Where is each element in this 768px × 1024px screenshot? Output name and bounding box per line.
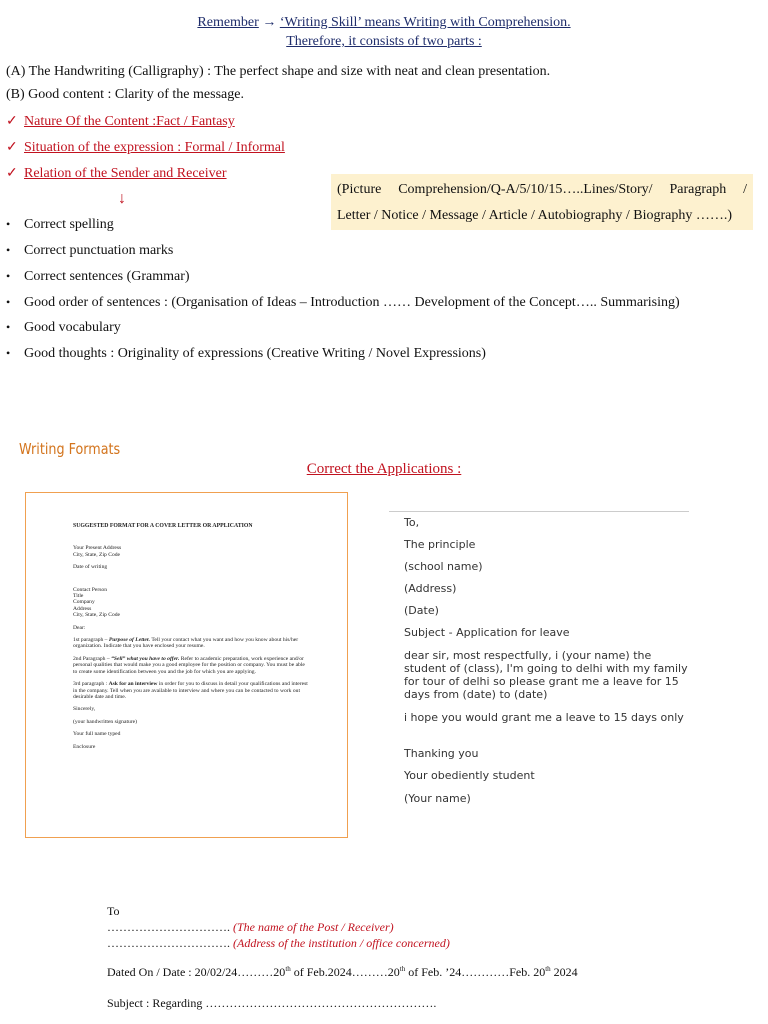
app-line: Thanking you — [404, 747, 479, 760]
contact-line: Contact Person — [73, 586, 108, 593]
para-lead: 1st paragraph – — [73, 637, 109, 644]
dated-text: 2024 — [550, 965, 578, 979]
closing: Sincerely, — [73, 706, 96, 713]
contact-line: Title — [73, 593, 84, 600]
institution-hint: (Address of the institution / office concerned) — [233, 936, 450, 950]
contact-line: Company — [73, 599, 95, 606]
writing-skill-definition: ‘Writing Skill’ means Writing with Comprehension. — [279, 15, 571, 30]
down-arrow-icon: ↓ — [118, 190, 126, 207]
app-line: (Address) — [404, 582, 457, 595]
app-line: (Your name) — [404, 792, 471, 805]
list-item-label: Correct sentences (Grammar) — [24, 269, 190, 284]
paragraph-1 — [73, 637, 308, 650]
leave-application-sample — [389, 511, 689, 805]
para-emphasis: Ask for an interview — [108, 681, 158, 688]
bullet-icon: • — [6, 217, 11, 231]
institution-line — [107, 936, 450, 951]
paragraph-2 — [73, 656, 308, 675]
cover-letter-format — [25, 492, 348, 838]
check-mark-icon: ✓ — [6, 166, 18, 181]
header-line-1 — [0, 14, 768, 31]
list-item-label: Correct spelling — [24, 217, 114, 232]
address-line: City, State, Zip Code — [73, 551, 121, 558]
date-of-writing: Date of writing — [73, 564, 108, 571]
comprehension-note — [331, 174, 753, 230]
check-item-label: Situation of the expression : Formal / Informal — [24, 140, 285, 155]
part-b: (B) Good content : Clarity of the message. — [6, 87, 244, 102]
list-item — [6, 295, 680, 311]
para-emphasis: Purpose of Letter. — [108, 637, 151, 644]
app-line: (Date) — [404, 604, 439, 617]
enclosure: Enclosure — [73, 743, 96, 750]
signature: (your handwritten signature) — [73, 718, 137, 725]
bullet-icon: • — [6, 346, 11, 360]
list-item — [6, 346, 486, 362]
list-item-label: Good thoughts : Originality of expressions (Creative Writing / Novel Expressions) — [24, 346, 486, 361]
ordinal: th — [545, 965, 551, 973]
list-item — [6, 320, 121, 336]
note-line-2: Letter / Notice / Message / Article / Autobiography / Biography …….) — [337, 208, 733, 223]
bullet-icon: • — [6, 243, 11, 257]
app-line: The principle — [404, 538, 476, 551]
salutation: Dear: — [73, 624, 86, 631]
writing-formats-heading: Writing Formats — [19, 440, 121, 458]
header-line-2: Therefore, it consists of two parts : — [286, 34, 482, 49]
para-lead: 2nd Paragraph – — [73, 655, 112, 662]
para-lead: 3rd paragraph : — [73, 681, 109, 688]
list-item — [6, 269, 190, 285]
contact-line: Address — [73, 605, 92, 612]
paragraph-3 — [73, 681, 308, 700]
app-line: To, — [404, 516, 420, 529]
address-line: Your Present Address — [73, 545, 122, 552]
app-body: dear sir, most respectfully, i (your name) the student of (class), I'm going to delhi with my family for tour of delhi so please grant me a leave for 15 days from (date) to (date) — [404, 649, 688, 701]
ordinal: th — [399, 965, 406, 973]
bullet-icon: • — [6, 269, 11, 283]
dots: …………………………. — [107, 936, 230, 950]
contact-block — [73, 587, 308, 619]
list-item — [6, 243, 173, 259]
para-text: Refer to academic preparation, work experience and/or personal qualities that would make you a good employee for the position or company. You must be able to create some identification between you and the job for which you are applying. — [73, 655, 305, 675]
check-item — [6, 139, 285, 156]
app-line: Your obediently student — [404, 769, 535, 782]
dated-text: of Feb.2024………20 — [290, 965, 400, 979]
list-item-label: Good vocabulary — [24, 320, 121, 335]
app-line: Subject - Application for leave — [404, 626, 570, 639]
dots: …………………………. — [107, 920, 230, 934]
cover-letter-title: SUGGESTED FORMAT FOR A COVER LETTER OR APPLICATION — [73, 523, 253, 529]
part-a: (A) The Handwriting (Calligraphy) : The perfect shape and size with neat and clean presentation. — [6, 64, 551, 79]
app-body: i hope you would grant me a leave to 15 days only — [404, 711, 684, 724]
para-text: Tell your contact what you want and how you know about his/her organization. Indicate that you have enclosed your resume. — [73, 637, 299, 650]
dated-text: Dated On / Date : 20/02/24………20 — [107, 965, 286, 979]
receiver-line — [107, 920, 394, 935]
list-item-label: Correct punctuation marks — [24, 243, 174, 258]
check-item-label: Nature Of the Content :Fact / Fantasy — [24, 114, 235, 129]
note-line-1: (Picture Comprehension/Q-A/5/10/15…..Lines/Story/ Paragraph / — [337, 182, 747, 197]
to-label: To — [107, 904, 120, 918]
dated-text: of Feb. ’24…………Feb. 20 — [405, 965, 546, 979]
receiver-hint: (The name of the Post / Receiver) — [233, 920, 394, 934]
list-item-label: Good order of sentences : (Organisation of Ideas – Introduction …… Development of the Concept….. Summarising) — [24, 295, 680, 310]
sender-address — [73, 545, 308, 558]
remember-label: Remember — [197, 15, 259, 30]
contact-line: City, State, Zip Code — [73, 612, 121, 619]
check-mark-icon: ✓ — [6, 114, 18, 129]
ordinal: th — [285, 965, 291, 973]
check-item — [6, 113, 235, 130]
list-item — [6, 217, 114, 233]
subject-line: Subject : Regarding …………………………………………………. — [107, 996, 437, 1010]
correct-applications-heading: Correct the Applications : — [306, 461, 462, 477]
bullet-icon: • — [6, 295, 11, 309]
check-mark-icon: ✓ — [6, 140, 18, 155]
para-text: in order for you to discuss in detail your qualifications and interest in the company. Tell when you are available to interview and where you can be contacted to work out desirable date and time. — [73, 681, 308, 700]
dated-line — [107, 965, 578, 980]
check-item — [6, 165, 227, 182]
right-arrow-icon: → — [262, 15, 277, 30]
check-item-label: Relation of the Sender and Receiver — [24, 166, 227, 181]
name-typed: Your full name typed — [73, 731, 121, 738]
para-emphasis: “Sell” what you have to offer. — [111, 655, 180, 662]
bullet-icon: • — [6, 320, 11, 334]
app-line: (school name) — [404, 560, 483, 573]
